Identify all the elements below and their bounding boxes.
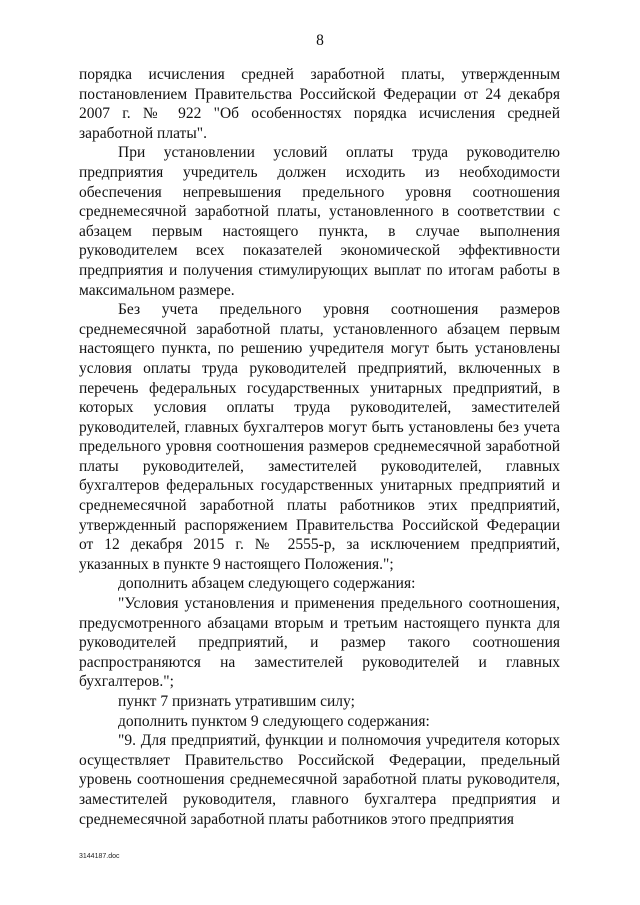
document-body xyxy=(79,65,560,829)
paragraph-point9-text: "9. Для предприятий, функции и полномочия учредителя которых осуществляет Правительство Российской Федерации, предельный уровень соотношения среднемесячной заработной платы руководителя, заместителей руководителя, главного бухгалтера предприятия и среднемесячной заработной платы работников этого предприятия xyxy=(79,732,560,828)
page-number: 8 xyxy=(316,32,324,49)
paragraph-continuation: порядка исчисления средней заработной платы, утвержденным постановлением Правительства Российской Федерации от 24 декабря 2007 г. № 922 "Об особенностях порядка исчисления средней заработной платы". xyxy=(79,66,560,142)
paragraph-add-point9: дополнить пунктом 9 следующего содержания: xyxy=(118,712,430,730)
paragraph-quoted-conditions: "Условия установления и применения предельного соотношения, предусмотренного абзацами вторым и третьим настоящего пункта для руководителей предприятий, и размер такого соотношения распространяются на заместителей руководителей и главных бухгалтеров."; xyxy=(79,595,560,691)
paragraph-without-limit: Без учета предельного уровня соотношения размеров среднемесячной заработной платы, установленного абзацем первым настоящего пункта, по решению учредителя могут быть установлены условия оплаты труда руководителей предприятий, включенных в перечень федеральных государственных унитарных предприятий, в которых условия оплаты труда руководителей, заместителей руководителей, главных бухгалтеров могут быть установлены без учета предельного уровня соотношения размеров среднемесячной заработной платы руководителей, заместителей руководителей, главных бухгалтеров федеральных государственных унитарных предприятий и среднемесячной заработной платы работников этих предприятий, утвержденный распоряжением Правительства Российской Федерации от 12 декабря 2015 г. № 2555-р, за исключением предприятий, указанных в пункте 9 настоящего Положения."; xyxy=(79,301,560,573)
document-id: 3144187.doc xyxy=(79,853,120,860)
paragraph-director-pay-conditions: При установлении условий оплаты труда руководителю предприятия учредитель должен исходить из необходимости обеспечения непревышения предельного уровня соотношения среднемесячной заработной платы, установленного в соответствии с абзацем первым настоящего пункта, в случае выполнения руководителем всех показателей экономической эффективности предприятия и получения стимулирующих выплат по итогам работы в максимальном размере. xyxy=(79,144,560,299)
paragraph-point7-void: пункт 7 признать утратившим силу; xyxy=(118,693,355,710)
paragraph-add-abzac: дополнить абзацем следующего содержания: xyxy=(118,575,416,593)
